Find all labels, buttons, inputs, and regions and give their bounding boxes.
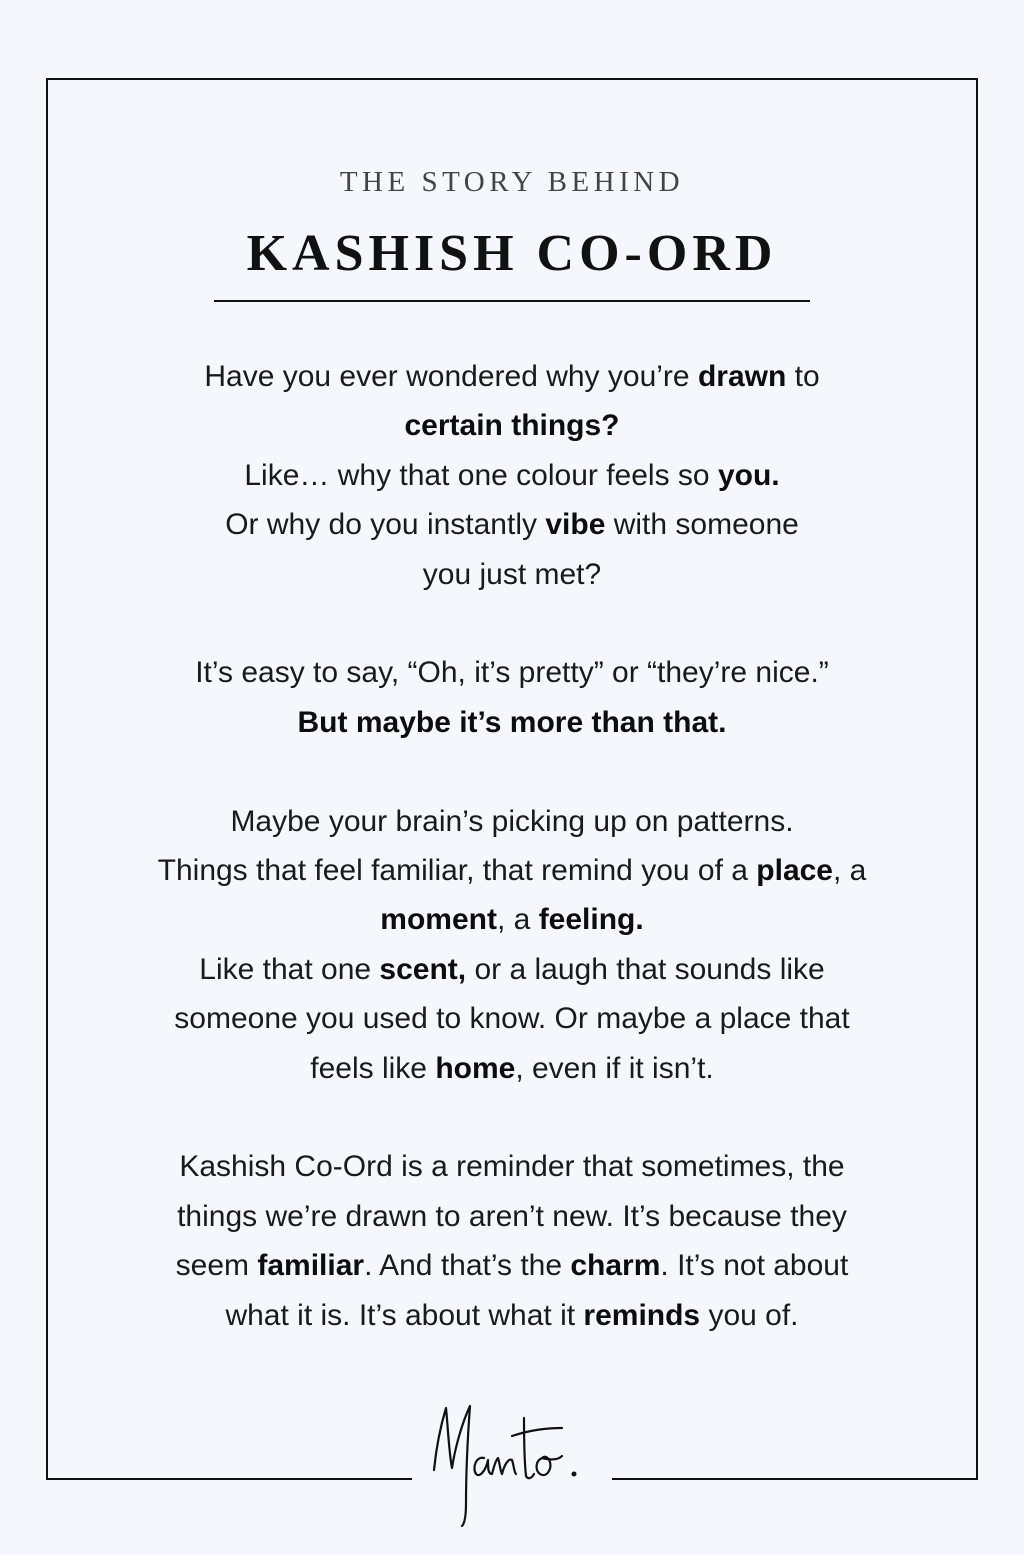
title-divider — [214, 300, 810, 302]
signature-text — [612, 1398, 613, 1399]
eyebrow-heading: THE STORY BEHIND — [339, 166, 685, 198]
body-text: Maybe your brain’s picking up on patterns. — [230, 804, 794, 838]
body-text: Have you ever wondered why you’re — [204, 360, 698, 393]
story-line — [60, 352, 964, 401]
page-title: KASHISH CO-ORD — [246, 225, 778, 282]
emphasis-text: feeling. — [538, 903, 644, 937]
body-text: Kashish Co-Ord is a reminder that sometimes, the — [179, 1150, 845, 1184]
story-line — [60, 1142, 964, 1191]
story-line — [60, 797, 964, 846]
body-text: . And that’s the — [364, 1249, 571, 1283]
story-line — [60, 500, 964, 549]
body-text: someone you used to know. Or maybe a place that — [174, 1002, 850, 1036]
emphasis-text: place — [756, 854, 833, 888]
story-line — [60, 1241, 964, 1290]
body-text: with someone — [605, 508, 799, 542]
emphasis-text: drawn — [697, 360, 787, 393]
story-line — [60, 945, 964, 994]
emphasis-text: charm — [570, 1249, 661, 1283]
frame-bottom-border-left — [46, 1478, 412, 1480]
story-line — [60, 1192, 964, 1241]
story-line — [60, 550, 964, 599]
emphasis-text: vibe — [545, 508, 606, 542]
body-text: Like… why that one colour feels so — [244, 458, 718, 492]
story-paragraph — [60, 648, 964, 747]
story-line — [60, 895, 964, 944]
body-text: . It’s not about — [660, 1249, 849, 1283]
story-line — [60, 1291, 964, 1340]
story-line — [60, 451, 964, 500]
story-line — [60, 846, 964, 895]
emphasis-text: certain things? — [404, 409, 620, 443]
body-text: or a laugh that sounds like — [466, 952, 825, 986]
body-text: Things that feel familiar, that remind you of a — [157, 854, 757, 888]
story-paragraph — [60, 1142, 964, 1340]
story-line — [60, 401, 964, 450]
emphasis-text: familiar — [257, 1249, 365, 1283]
body-text: , a — [496, 903, 539, 937]
body-text: Like that one — [199, 952, 380, 986]
emphasis-text: But maybe it’s more than that. — [297, 705, 727, 739]
frame-bottom-border-right — [612, 1478, 978, 1480]
story-line — [60, 648, 964, 697]
body-text: feels like — [310, 1051, 436, 1085]
emphasis-text: scent, — [379, 952, 467, 986]
body-text: what it is. It’s about what it — [225, 1298, 584, 1332]
story-paragraph — [60, 797, 964, 1093]
body-text: seem — [175, 1249, 258, 1283]
frame-top-border — [46, 78, 978, 80]
body-text: you of. — [700, 1298, 799, 1332]
body-text: things we’re drawn to aren’t new. It’s because they — [177, 1199, 847, 1233]
emphasis-text: moment — [380, 903, 497, 937]
body-text: Or why do you instantly — [225, 508, 546, 542]
story-line — [60, 994, 964, 1043]
body-text: , a — [833, 854, 867, 888]
body-text: to — [786, 360, 820, 393]
story-paragraph — [60, 352, 964, 599]
story-line — [60, 698, 964, 747]
signature — [412, 1398, 612, 1528]
frame-left-border — [46, 78, 48, 1480]
emphasis-text: you. — [717, 458, 780, 492]
body-text: It’s easy to say, “Oh, it’s pretty” or “they’re nice.” — [195, 656, 829, 690]
frame-right-border — [976, 78, 978, 1480]
emphasis-text: reminds — [583, 1298, 701, 1332]
body-text: , even if it isn’t. — [515, 1051, 714, 1085]
body-text: you just met? — [422, 557, 602, 591]
signature-handwriting — [412, 1398, 612, 1528]
emphasis-text: home — [435, 1051, 516, 1085]
story-body — [60, 352, 964, 1389]
story-line — [60, 1044, 964, 1093]
